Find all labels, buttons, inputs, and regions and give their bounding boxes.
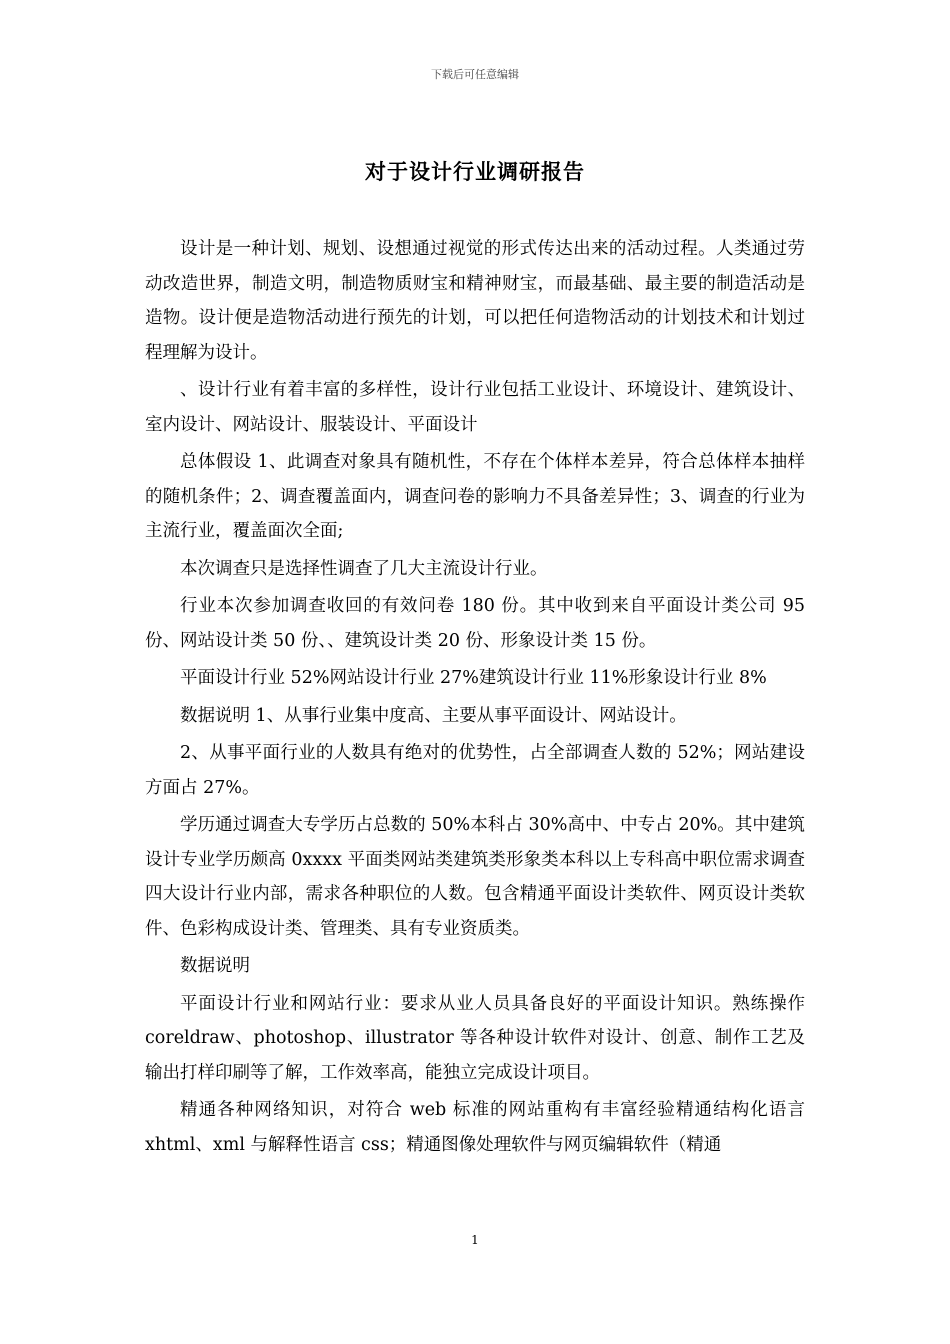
paragraph-web-knowledge: 精通各种网络知识，对符合 web 标准的网站重构有丰富经验精通结构化语言 xhtml、xml 与解释性语言 css；精通图像处理软件与网页编辑软件（精通 (145, 1100, 805, 1155)
paragraph-overall-assumptions: 总体假设 1、此调查对象具有随机性，不存在个体样本差异，符合总体样本抽样的随机条件；2、调查覆盖面内，调查问卷的影响力不具备差异性；3、调查的行业为主流行业，覆盖面次全面; (145, 452, 805, 541)
page-number: 1 (471, 1233, 479, 1247)
paragraph-data-note-1: 数据说明 1、从事行业集中度高、主要从事平面设计、网站设计。 (180, 705, 687, 726)
paragraph-data-note-2: 2、从事平面行业的人数具有绝对的优势性，占全部调查人数的 52%；网站建设方面占 27%。 (145, 743, 805, 798)
document-title: 对于设计行业调研报告 (365, 159, 585, 184)
page-header-note: 下载后可任意编辑 (431, 68, 519, 81)
paragraph-questionnaire-count: 行业本次参加调查收回的有效问卷 180 份。其中收到来自平面设计类公司 95 份、网站设计类 50 份、、建筑设计类 20 份、形象设计类 15 份。 (145, 596, 805, 651)
paragraph-design-definition: 设计是一种计划、规划、设想通过视觉的形式传达出来的活动过程。人类通过劳动改造世界，制造文明，制造物质财宝和精神财宝，而最基础、最主要的制造活动是造物。设计便是造物活动进行预先的计划，可以把任何造物活动的计划技术和计划过程理解为设计。 (145, 239, 805, 363)
paragraph-education: 学历通过调查大专学历占总数的 50%本科占 30%高中、中专占 20%。其中建筑设计专业学历颇高 0xxxx 平面类网站类建筑类形象类本科以上专科高中职位需求调查四大设计行业内部，需求各种职位的人数。包含精通平面设计类软件、网页设计类软件、色彩构成设计类、管理类、具有专业资质类。 (145, 815, 805, 939)
paragraph-industry-diversity: 、设计行业有着丰富的多样性，设计行业包括工业设计、环境设计、建筑设计、室内设计、网站设计、服装设计、平面设计 (145, 380, 805, 435)
document-body (145, 232, 805, 1165)
paragraph-survey-scope: 本次调查只是选择性调查了几大主流设计行业。 (180, 558, 548, 579)
paragraph-data-explanation-heading: 数据说明 (180, 956, 250, 976)
paragraph-graphic-web-requirements: 平面设计行业和网站行业：要求从业人员具备良好的平面设计知识。熟练操作 coreldraw、photoshop、illustrator 等各种设计软件对设计、创意、制作工艺及输出打样印刷等了解，工作效率高，能独立完成设计项目。 (145, 993, 805, 1083)
paragraph-industry-shares: 平面设计行业 52%网站设计行业 27%建筑设计行业 11%形象设计行业 8% (180, 668, 767, 688)
